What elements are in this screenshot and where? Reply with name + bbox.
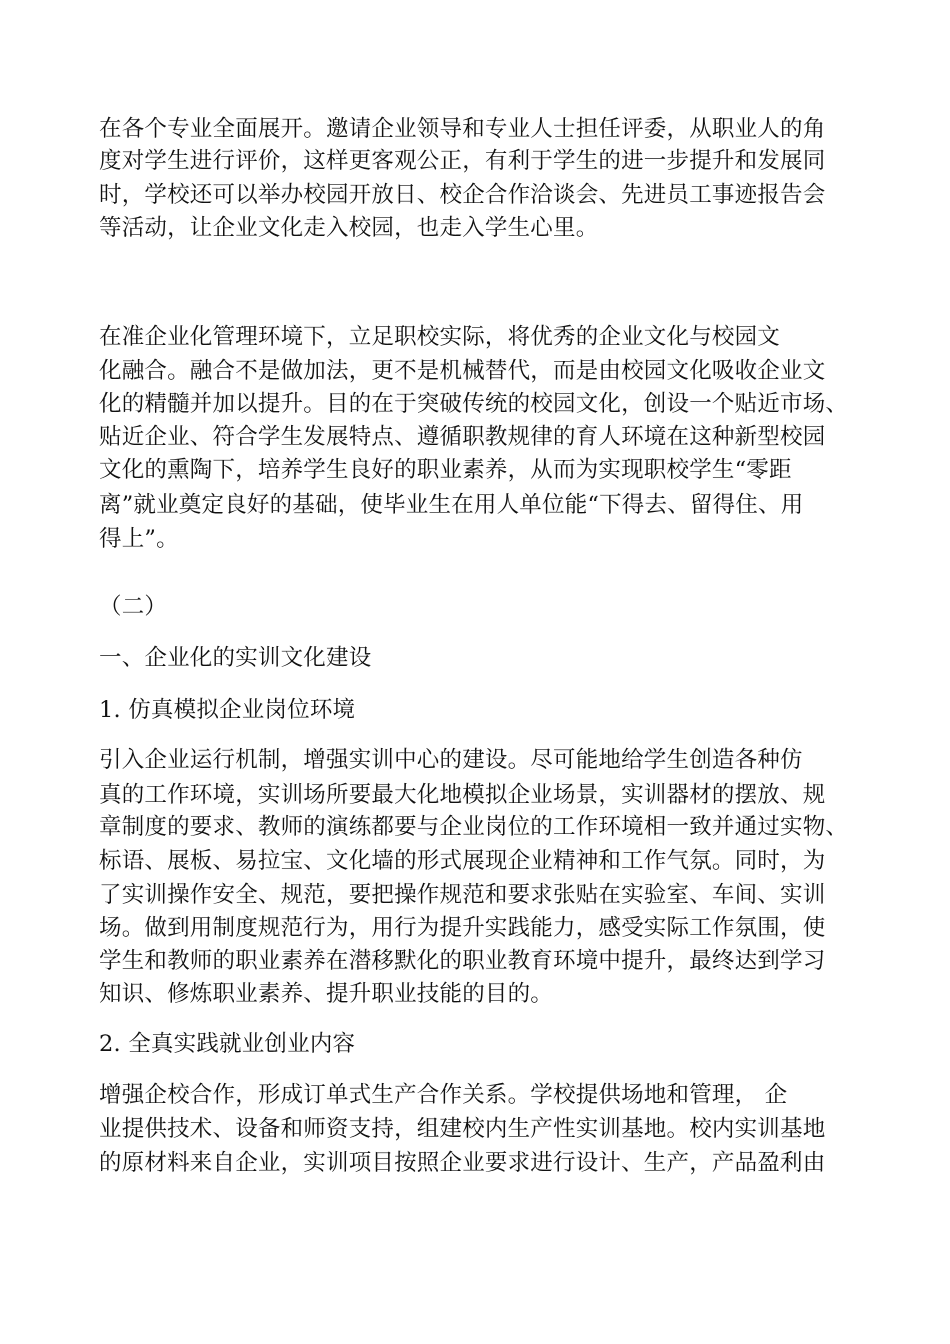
paragraph-3-line-3: 章制度的要求、教师的演练都要与企业岗位的工作环境相一致并通过实物、 xyxy=(99,814,849,840)
paragraph-3-line-4: 标语、展板、易拉宝、文化墙的形式展现企业精神和工作气氛。同时，为 xyxy=(99,848,826,874)
paragraph-3-line-7: 学生和教师的职业素养在潜移默化的职业教育环境中提升，最终达到学习 xyxy=(99,948,826,974)
paragraph-1-line-4: 等活动，让企业文化走入校园，也走入学生心里。 xyxy=(99,215,599,241)
paragraph-3-line-5: 了实训操作安全、规范，要把操作规范和要求张贴在实验室、车间、实训 xyxy=(99,882,826,908)
paragraph-3-line-8: 知识、修炼职业素养、提升职业技能的目的。 xyxy=(99,981,554,1007)
paragraph-2-line-6: 离”就业奠定良好的基础，使毕业生在用人单位能“下得去、留得住、用 xyxy=(99,492,804,518)
paragraph-3-line-6: 场。做到用制度规范行为，用行为提升实践能力，感受实际工作氛围，使 xyxy=(99,915,826,941)
paragraph-1-line-1: 在各个专业全面展开。邀请企业领导和专业人士担任评委，从职业人的角 xyxy=(99,116,826,142)
paragraph-2-line-2: 化融合。融合不是做加法，更不是机械替代，而是由校园文化吸收企业文 xyxy=(99,358,826,384)
paragraph-2-line-7: 得上”。 xyxy=(99,526,179,552)
paragraph-4-line-2: 业提供技术、设备和师资支持，组建校内生产性实训基地。校内实训基地 xyxy=(99,1116,826,1142)
paragraph-4-line-3: 的原材料来自企业，实训项目按照企业要求进行设计、生产，产品盈利由 xyxy=(99,1150,826,1176)
subsection-heading-1: 1. 仿真模拟企业岗位环境 xyxy=(99,697,356,723)
paragraph-1-line-2: 度对学生进行评价，这样更客观公正，有利于学生的进一步提升和发展同 xyxy=(99,148,826,174)
paragraph-3-line-2: 真的工作环境，实训场所要最大化地模拟企业场景，实训器材的摆放、规 xyxy=(99,782,826,808)
paragraph-3-line-1: 引入企业运行机制，增强实训中心的建设。尽可能地给学生创造各种仿 xyxy=(99,747,803,773)
subsection-heading-2: 2. 全真实践就业创业内容 xyxy=(99,1031,356,1057)
paragraph-2-line-4: 贴近企业、符合学生发展特点、遵循职教规律的育人环境在这种新型校园 xyxy=(99,424,826,450)
paragraph-2-line-3: 化的精髓并加以提升。目的在于突破传统的校园文化，创设一个贴近市场、 xyxy=(99,391,849,417)
paragraph-2-line-5: 文化的熏陶下，培养学生良好的职业素养，从而为实现职校学生“零距 xyxy=(99,457,792,483)
paragraph-2-line-1: 在准企业化管理环境下，立足职校实际，将优秀的企业文化与校园文 xyxy=(99,324,781,350)
paragraph-1-line-3: 时，学校还可以举办校园开放日、校企合作洽谈会、先进员工事迹报告会 xyxy=(99,182,826,208)
section-heading: 一、企业化的实训文化建设 xyxy=(99,645,372,671)
paragraph-4-line-1: 增强企校合作，形成订单式生产合作关系。学校提供场地和管理， 企 xyxy=(99,1082,788,1108)
section-number: （二） xyxy=(99,594,168,620)
